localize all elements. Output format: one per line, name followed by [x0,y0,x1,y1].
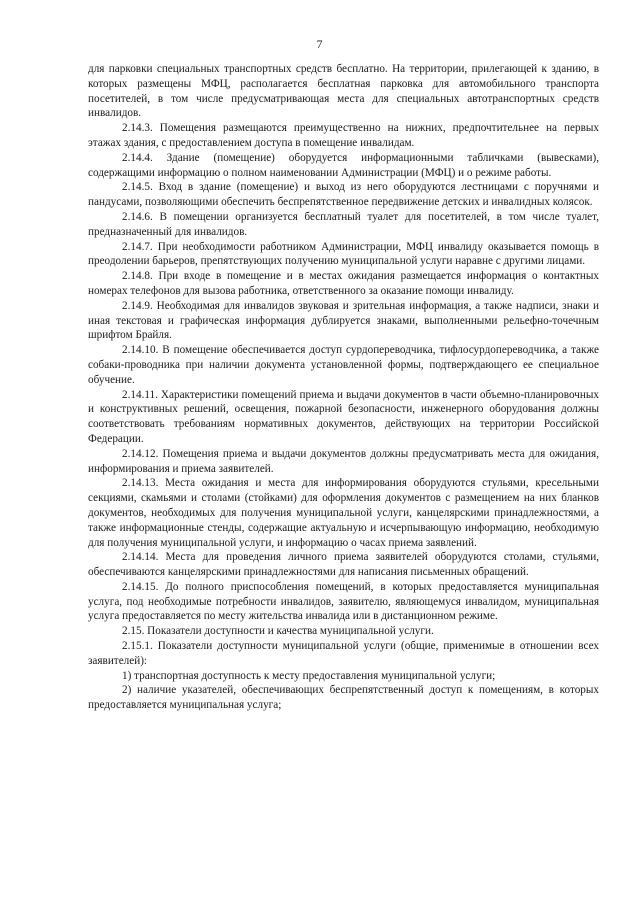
paragraph: для парковки специальных транспортных средств бесплатно. На территории, прилегающей к зданию, в которых размещены МФЦ, располагается бесплатная парковка для автомобильного транспорта посетителей, в том числе предусматривающая места для специальных автотранспортных средств инвалидов. [88,63,599,120]
paragraph: 2.14.15. До полного приспособления помещений, в которых предоставляется муниципальная услуга, под необходимые потребности инвалидов, заявителю, являющемуся инвалидом, муниципальная услуга предоставляется по месту жительства инвалида или в дистанционном режиме. [88,580,599,623]
paragraph: 2.14.7. При необходимости работником Администрации, МФЦ инвалиду оказывается помощь в преодолении барьеров, препятствующих получению муниципальной услуги наравне с другими лицами. [88,240,599,268]
page-number: 7 [316,37,323,51]
list-item: 1) транспортная доступность к месту предоставления муниципальной услуги; [122,669,496,682]
paragraph: 2.14.3. Помещения размещаются преимущественно на нижних, предпочтительнее на первых этажах здания, с предоставлением доступа в помещение инвалидам. [88,122,599,149]
list-item: 2) наличие указателей, обеспечивающих беспрепятственный доступ к помещениям, в которых предоставляется муниципальная услуга; [88,684,599,712]
paragraph: 2.14.12. Помещения приема и выдачи документов должны предусматривать места для ожидания, информирования и приема заявителей. [88,447,599,475]
paragraph: 2.14.11. Характеристики помещений приема и выдачи документов в части объемно-планировочных и конструктивных решений, освещения, пожарной безопасности, инженерного оборудования должны соответствовать требованиям нормативных документов, действующих на территории Российской Федерации. [88,388,599,445]
paragraph: 2.15.1. Показатели доступности муниципальной услуги (общие, применимые в отношении всех заявителей): [88,640,599,667]
paragraph: 2.14.8. При входе в помещение и в местах ожидания размещается информация о контактных номерах телефонов для вызова работника, ответственного за оказание помощи инвалиду. [88,270,599,297]
paragraph: 2.14.10. В помещение обеспечивается доступ сурдопереводчика, тифлосурдопереводчика, а также собаки-проводника при наличии документа установленной формы, подтверждающего ее специальное обучение. [88,344,599,386]
section-heading: 2.15. Показатели доступности и качества муниципальной услуги. [122,625,434,638]
document-body [88,62,599,713]
paragraph: 2.14.6. В помещении организуется бесплатный туалет для посетителей, в том числе туалет, предназначенный для инвалидов. [88,210,599,238]
paragraph: 2.14.13. Места ожидания и места для информирования оборудуются стульями, кресельными секциями, скамьями и столами (стойками) для оформления документов с размещением на них бланков документов, необходимых для получения муниципальной услуги, канцелярскими принадлежностями, а также информационные стенды, содержащие актуальную и исчерпывающую информацию, необходимую для получения муниципальной услуги, и информацию о часах приема заявлений. [88,477,599,549]
paragraph: 2.14.4. Здание (помещение) оборудуется информационными табличками (вывесками), содержащими информацию о полном наименовании Администрации (МФЦ) и о режиме работы. [88,151,599,179]
paragraph: 2.14.9. Необходимая для инвалидов звуковая и зрительная информация, а также надписи, знаки и иная текстовая и графическая информация дублируется знаками, выполненными рельефно-точечным шрифтом Брайля. [88,299,599,342]
paragraph: 2.14.5. Вход в здание (помещение) и выход из него оборудуются лестницами с поручнями и пандусами, позволяющими обеспечить беспрепятственное передвижение детских и инвалидных колясок. [88,181,599,209]
paragraph: 2.14.14. Места для проведения личного приема заявителей оборудуются столами, стульями, обеспечиваются канцелярскими принадлежностями для написания письменных обращений. [88,551,599,579]
